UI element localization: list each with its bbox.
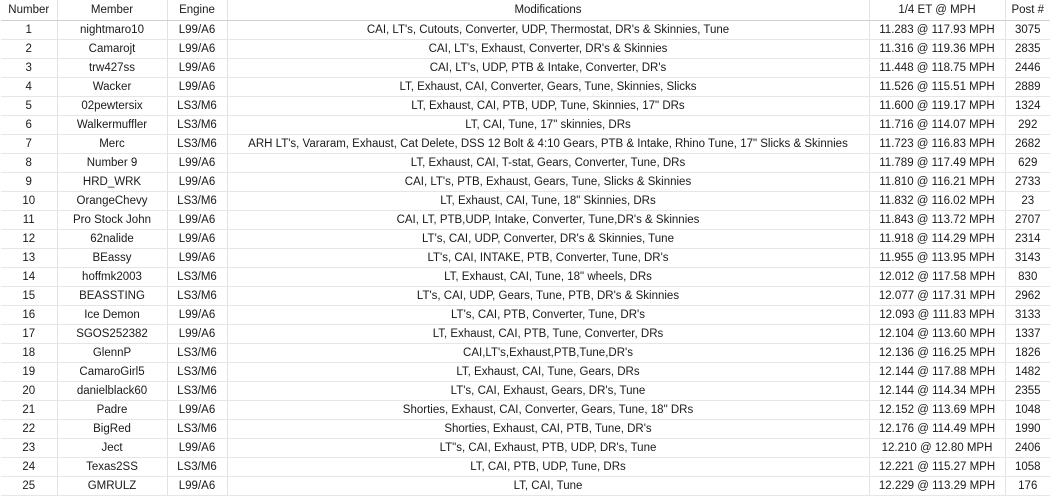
cell-post-number[interactable]: 2835 — [1005, 40, 1050, 59]
cell-modifications[interactable]: LT"s, CAI, Exhaust, PTB, UDP, DR's, Tune — [227, 439, 869, 458]
table-row — [1, 21, 1050, 40]
cell-et-mph[interactable]: 12.176 @ 114.49 MPH — [869, 420, 1005, 439]
table-row — [1, 211, 1050, 230]
cell-et-mph[interactable]: 11.918 @ 114.29 MPH — [869, 230, 1005, 249]
cell-post-number[interactable]: 176 — [1005, 477, 1050, 496]
cell-engine[interactable]: L99/A6 — [167, 249, 227, 268]
cell-et-mph[interactable]: 11.716 @ 114.07 MPH — [869, 116, 1005, 135]
cell-member[interactable]: Pro Stock John — [57, 211, 167, 230]
cell-modifications[interactable]: CAI,LT's,Exhaust,PTB,Tune,DR's — [227, 344, 869, 363]
table-row — [1, 458, 1050, 477]
cell-number[interactable]: 24 — [1, 458, 57, 477]
cell-engine[interactable]: LS3/M6 — [167, 97, 227, 116]
cell-modifications[interactable]: LT's, CAI, PTB, Converter, Tune, DR's — [227, 306, 869, 325]
cell-post-number[interactable]: 2707 — [1005, 211, 1050, 230]
cell-post-number[interactable]: 3143 — [1005, 249, 1050, 268]
cell-number[interactable]: 20 — [1, 382, 57, 401]
cell-post-number[interactable]: 1058 — [1005, 458, 1050, 477]
cell-member[interactable]: Merc — [57, 135, 167, 154]
cell-modifications[interactable]: LT, CAI, Tune, 17" skinnies, DRs — [227, 116, 869, 135]
cell-number[interactable]: 23 — [1, 439, 57, 458]
cell-engine[interactable]: L99/A6 — [167, 325, 227, 344]
table-row — [1, 154, 1050, 173]
cell-et-mph[interactable]: 12.152 @ 113.69 MPH — [869, 401, 1005, 420]
cell-engine[interactable]: LS3/M6 — [167, 344, 227, 363]
header-engine[interactable]: Engine — [167, 0, 227, 21]
cell-member[interactable]: BigRed — [57, 420, 167, 439]
table-row — [1, 97, 1050, 116]
cell-number[interactable]: 8 — [1, 154, 57, 173]
cell-modifications[interactable]: LT, Exhaust, CAI, Tune, 18" wheels, DRs — [227, 268, 869, 287]
cell-number[interactable]: 9 — [1, 173, 57, 192]
cell-post-number[interactable]: 1990 — [1005, 420, 1050, 439]
cell-member[interactable]: Ject — [57, 439, 167, 458]
cell-modifications[interactable]: CAI, LT, PTB,UDP, Intake, Converter, Tune,DR's & Skinnies — [227, 211, 869, 230]
cell-member[interactable]: nightmaro10 — [57, 21, 167, 40]
cell-member[interactable]: GlennP — [57, 344, 167, 363]
cell-engine[interactable]: L99/A6 — [167, 477, 227, 496]
table-row — [1, 439, 1050, 458]
cell-member[interactable]: BEASSTING — [57, 287, 167, 306]
cell-post-number[interactable]: 629 — [1005, 154, 1050, 173]
cell-et-mph[interactable]: 12.144 @ 114.34 MPH — [869, 382, 1005, 401]
cell-et-mph[interactable]: 12.136 @ 116.25 MPH — [869, 344, 1005, 363]
cell-engine[interactable]: L99/A6 — [167, 173, 227, 192]
cell-number[interactable]: 2 — [1, 40, 57, 59]
cell-member[interactable]: BEassy — [57, 249, 167, 268]
cell-et-mph[interactable]: 12.229 @ 113.29 MPH — [869, 477, 1005, 496]
cell-post-number[interactable]: 830 — [1005, 268, 1050, 287]
cell-et-mph[interactable]: 12.093 @ 111.83 MPH — [869, 306, 1005, 325]
cell-modifications[interactable]: LT's, CAI, UDP, Converter, DR's & Skinnies, Tune — [227, 230, 869, 249]
cell-number[interactable]: 1 — [1, 21, 57, 40]
cell-et-mph[interactable]: 12.077 @ 117.31 MPH — [869, 287, 1005, 306]
cell-post-number[interactable]: 1324 — [1005, 97, 1050, 116]
cell-modifications[interactable]: CAI, LT's, Exhaust, Converter, DR's & Skinnies — [227, 40, 869, 59]
cell-member[interactable]: Padre — [57, 401, 167, 420]
table-row — [1, 192, 1050, 211]
cell-number[interactable]: 21 — [1, 401, 57, 420]
table-row — [1, 420, 1050, 439]
table-row — [1, 116, 1050, 135]
header-post-number[interactable]: Post # — [1005, 0, 1050, 21]
cell-modifications[interactable]: Shorties, Exhaust, CAI, PTB, Tune, DR's — [227, 420, 869, 439]
cell-engine[interactable]: L99/A6 — [167, 40, 227, 59]
table-row — [1, 249, 1050, 268]
cell-engine[interactable]: LS3/M6 — [167, 116, 227, 135]
table-row — [1, 78, 1050, 97]
cell-modifications[interactable]: CAI, LT's, Cutouts, Converter, UDP, Thermostat, DR's & Skinnies, Tune — [227, 21, 869, 40]
cell-post-number[interactable]: 2355 — [1005, 382, 1050, 401]
cell-et-mph[interactable]: 11.810 @ 116.21 MPH — [869, 173, 1005, 192]
cell-engine[interactable]: LS3/M6 — [167, 363, 227, 382]
cell-et-mph[interactable]: 12.221 @ 115.27 MPH — [869, 458, 1005, 477]
cell-modifications[interactable]: LT, Exhaust, CAI, Tune, 18" Skinnies, DRs — [227, 192, 869, 211]
results-table — [1, 0, 1050, 496]
cell-engine[interactable]: L99/A6 — [167, 78, 227, 97]
table-row — [1, 325, 1050, 344]
cell-number[interactable]: 19 — [1, 363, 57, 382]
cell-number[interactable]: 3 — [1, 59, 57, 78]
table-row — [1, 40, 1050, 59]
cell-et-mph[interactable]: 11.843 @ 113.72 MPH — [869, 211, 1005, 230]
cell-member[interactable]: HRD_WRK — [57, 173, 167, 192]
table-row — [1, 306, 1050, 325]
cell-number[interactable]: 18 — [1, 344, 57, 363]
cell-modifications[interactable]: LT, Exhaust, CAI, PTB, Tune, Converter, DRs — [227, 325, 869, 344]
cell-number[interactable]: 15 — [1, 287, 57, 306]
cell-et-mph[interactable]: 11.600 @ 119.17 MPH — [869, 97, 1005, 116]
cell-post-number[interactable]: 2406 — [1005, 439, 1050, 458]
cell-et-mph[interactable]: 12.012 @ 117.58 MPH — [869, 268, 1005, 287]
cell-post-number[interactable]: 1337 — [1005, 325, 1050, 344]
cell-engine[interactable]: LS3/M6 — [167, 458, 227, 477]
cell-member[interactable]: 02pewtersix — [57, 97, 167, 116]
cell-modifications[interactable]: LT, Exhaust, CAI, Converter, Gears, Tune, Skinnies, Slicks — [227, 78, 869, 97]
cell-post-number[interactable]: 2314 — [1005, 230, 1050, 249]
table-row — [1, 382, 1050, 401]
cell-engine[interactable]: L99/A6 — [167, 21, 227, 40]
cell-post-number[interactable]: 3133 — [1005, 306, 1050, 325]
cell-modifications[interactable]: LT's, CAI, UDP, Gears, Tune, PTB, DR's & Skinnies — [227, 287, 869, 306]
cell-member[interactable]: CamaroGirl5 — [57, 363, 167, 382]
cell-modifications[interactable]: CAI, LT's, UDP, PTB & Intake, Converter, DR's — [227, 59, 869, 78]
cell-member[interactable]: GMRULZ — [57, 477, 167, 496]
cell-member[interactable]: 62nalide — [57, 230, 167, 249]
cell-et-mph[interactable]: 11.955 @ 113.95 MPH — [869, 249, 1005, 268]
cell-member[interactable]: trw427ss — [57, 59, 167, 78]
cell-member[interactable]: SGOS252382 — [57, 325, 167, 344]
table-row — [1, 477, 1050, 496]
cell-post-number[interactable]: 292 — [1005, 116, 1050, 135]
cell-number[interactable]: 13 — [1, 249, 57, 268]
cell-number[interactable]: 7 — [1, 135, 57, 154]
cell-post-number[interactable]: 1826 — [1005, 344, 1050, 363]
cell-et-mph[interactable]: 11.832 @ 116.02 MPH — [869, 192, 1005, 211]
table-body — [1, 21, 1050, 496]
header-number[interactable]: Number — [1, 0, 57, 21]
cell-et-mph[interactable]: 11.448 @ 118.75 MPH — [869, 59, 1005, 78]
table-row — [1, 173, 1050, 192]
cell-modifications[interactable]: LT's, CAI, Exhaust, Gears, DR's, Tune — [227, 382, 869, 401]
cell-modifications[interactable]: LT, CAI, Tune — [227, 477, 869, 496]
table-row — [1, 344, 1050, 363]
cell-number[interactable]: 4 — [1, 78, 57, 97]
cell-member[interactable]: Texas2SS — [57, 458, 167, 477]
cell-engine[interactable]: L99/A6 — [167, 401, 227, 420]
table-row — [1, 230, 1050, 249]
table-row — [1, 401, 1050, 420]
header-row — [1, 0, 1050, 21]
cell-number[interactable]: 12 — [1, 230, 57, 249]
cell-post-number[interactable]: 3075 — [1005, 21, 1050, 40]
cell-et-mph[interactable]: 11.723 @ 116.83 MPH — [869, 135, 1005, 154]
cell-post-number[interactable]: 2733 — [1005, 173, 1050, 192]
table-row — [1, 59, 1050, 78]
cell-number[interactable]: 17 — [1, 325, 57, 344]
cell-number[interactable]: 22 — [1, 420, 57, 439]
cell-et-mph[interactable]: 11.789 @ 117.49 MPH — [869, 154, 1005, 173]
cell-member[interactable]: Ice Demon — [57, 306, 167, 325]
cell-number[interactable]: 16 — [1, 306, 57, 325]
cell-post-number[interactable]: 2889 — [1005, 78, 1050, 97]
cell-et-mph[interactable]: 11.283 @ 117.93 MPH — [869, 21, 1005, 40]
header-et-mph[interactable]: 1/4 ET @ MPH — [869, 0, 1005, 21]
cell-number[interactable]: 10 — [1, 192, 57, 211]
cell-number[interactable]: 14 — [1, 268, 57, 287]
cell-modifications[interactable]: ARH LT's, Vararam, Exhaust, Cat Delete, DSS 12 Bolt & 4:10 Gears, PTB & Intake, Rhino Tune, 17" Slicks & Skinnies — [227, 135, 869, 154]
cell-number[interactable]: 6 — [1, 116, 57, 135]
cell-engine[interactable]: L99/A6 — [167, 154, 227, 173]
cell-engine[interactable]: LS3/M6 — [167, 287, 227, 306]
cell-member[interactable]: Camarojt — [57, 40, 167, 59]
cell-number[interactable]: 5 — [1, 97, 57, 116]
header-member[interactable]: Member — [57, 0, 167, 21]
cell-modifications[interactable]: Shorties, Exhaust, CAI, Converter, Gears, Tune, 18" DRs — [227, 401, 869, 420]
cell-et-mph[interactable]: 11.316 @ 119.36 MPH — [869, 40, 1005, 59]
cell-engine[interactable]: LS3/M6 — [167, 135, 227, 154]
table-row — [1, 287, 1050, 306]
cell-et-mph[interactable]: 11.526 @ 115.51 MPH — [869, 78, 1005, 97]
cell-number[interactable]: 11 — [1, 211, 57, 230]
cell-modifications[interactable]: LT, CAI, PTB, UDP, Tune, DRs — [227, 458, 869, 477]
cell-member[interactable]: Number 9 — [57, 154, 167, 173]
cell-member[interactable]: OrangeChevy — [57, 192, 167, 211]
cell-modifications[interactable]: LT, Exhaust, CAI, T-stat, Gears, Converter, Tune, DRs — [227, 154, 869, 173]
cell-engine[interactable]: L99/A6 — [167, 230, 227, 249]
cell-engine[interactable]: LS3/M6 — [167, 420, 227, 439]
cell-et-mph[interactable]: 12.210 @ 12.80 MPH — [869, 439, 1005, 458]
cell-post-number[interactable]: 2962 — [1005, 287, 1050, 306]
cell-modifications[interactable]: LT, Exhaust, CAI, PTB, UDP, Tune, Skinnies, 17" DRs — [227, 97, 869, 116]
cell-post-number[interactable]: 1048 — [1005, 401, 1050, 420]
cell-member[interactable]: Walkermuffler — [57, 116, 167, 135]
cell-number[interactable]: 25 — [1, 477, 57, 496]
cell-engine[interactable]: LS3/M6 — [167, 192, 227, 211]
cell-et-mph[interactable]: 12.144 @ 117.88 MPH — [869, 363, 1005, 382]
cell-post-number[interactable]: 1482 — [1005, 363, 1050, 382]
cell-post-number[interactable]: 23 — [1005, 192, 1050, 211]
cell-member[interactable]: hoffmk2003 — [57, 268, 167, 287]
cell-modifications[interactable]: LT, Exhaust, CAI, Tune, Gears, DRs — [227, 363, 869, 382]
cell-engine[interactable]: L99/A6 — [167, 211, 227, 230]
cell-modifications[interactable]: LT's, CAI, INTAKE, PTB, Converter, Tune, DR's — [227, 249, 869, 268]
cell-engine[interactable]: LS3/M6 — [167, 268, 227, 287]
cell-member[interactable]: danielblack60 — [57, 382, 167, 401]
table-row — [1, 363, 1050, 382]
cell-engine[interactable]: L99/A6 — [167, 306, 227, 325]
table-row — [1, 268, 1050, 287]
cell-engine[interactable]: L99/A6 — [167, 59, 227, 78]
cell-post-number[interactable]: 2446 — [1005, 59, 1050, 78]
cell-engine[interactable]: L99/A6 — [167, 439, 227, 458]
cell-post-number[interactable]: 2682 — [1005, 135, 1050, 154]
table-row — [1, 135, 1050, 154]
cell-engine[interactable]: LS3/M6 — [167, 382, 227, 401]
cell-modifications[interactable]: CAI, LT's, PTB, Exhaust, Gears, Tune, Slicks & Skinnies — [227, 173, 869, 192]
header-modifications[interactable]: Modifications — [227, 0, 869, 21]
cell-et-mph[interactable]: 12.104 @ 113.60 MPH — [869, 325, 1005, 344]
cell-member[interactable]: Wacker — [57, 78, 167, 97]
